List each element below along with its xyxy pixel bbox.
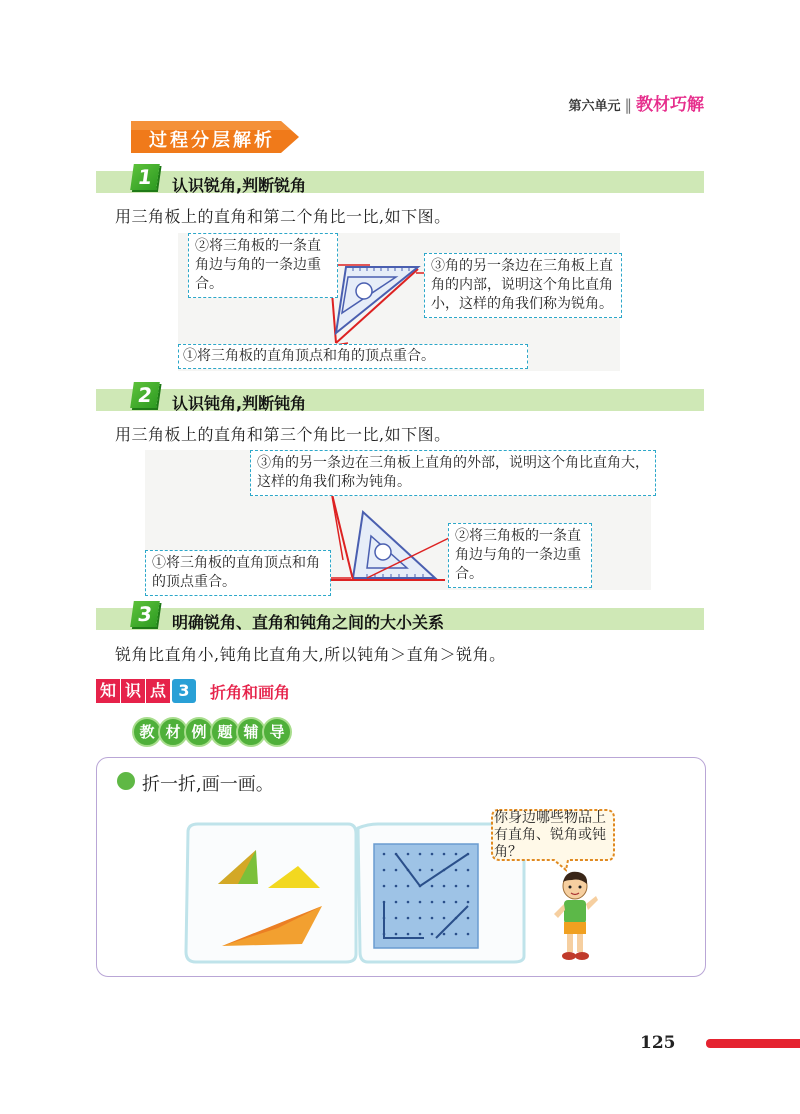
boy-character-icon — [550, 870, 600, 962]
process-banner — [131, 119, 301, 155]
guide-char-5: 辅 — [236, 717, 266, 747]
obtuse-note-step-3: ③角的另一条边在三角板上直角的外部，说明这个角比直角大，这样的角我们称为钝角。 — [250, 450, 656, 496]
section-2-text: 用三角板上的直角和第三个角比一比,如下图。 — [115, 425, 451, 444]
obtuse-angle-side — [331, 490, 353, 580]
obtuse-note-step-1: ①将三角板的直角顶点和角的顶点重合。 — [145, 550, 331, 596]
guide-char-1: 教 — [132, 717, 162, 747]
geoboard — [374, 844, 478, 948]
kp-char-3: 点 — [146, 679, 170, 703]
unit-label: 第六单元 — [568, 99, 621, 114]
kp-char-1: 知 — [96, 679, 120, 703]
acute-note-step-2: ②将三角板的一条直角边与角的一条边重合。 — [188, 233, 338, 298]
process-banner-label: 过程分层解析 — [149, 130, 275, 151]
kp-number: 3 — [172, 679, 196, 703]
speech-bubble-text: 你身边哪些物品上有直角、锐角或钝角？ — [494, 810, 606, 860]
guide-char-4: 题 — [210, 717, 240, 747]
page-number-bar — [706, 1039, 800, 1048]
bullet-dot — [117, 772, 135, 790]
section-1-title: 认识锐角,判断锐角 — [172, 176, 307, 195]
running-header — [568, 90, 704, 115]
header-separator: ‖ — [624, 96, 632, 114]
section-2-number: 2 — [130, 382, 160, 408]
section-2-title: 认识钝角,判断钝角 — [172, 394, 307, 413]
guide-char-3: 例 — [184, 717, 214, 747]
section-3-title: 明确锐角、直角和钝角之间的大小关系 — [172, 613, 445, 632]
guide-char-2: 材 — [158, 717, 188, 747]
section-1-number: 1 — [130, 164, 160, 190]
section-3-text: 锐角比直角小,钝角比直角大,所以钝角＞直角＞锐角。 — [115, 645, 506, 664]
obtuse-note-step-2: ②将三角板的一条直角边与角的一条边重合。 — [448, 523, 592, 588]
acute-note-step-3: ③角的另一条边在三角板上直角的内部，说明这个角比直角小，这样的角我们称为锐角。 — [424, 253, 622, 318]
page-number: 125 — [640, 1033, 676, 1053]
kp-char-2: 识 — [121, 679, 145, 703]
acute-note-step-1: ①将三角板的直角顶点和角的顶点重合。 — [178, 344, 528, 369]
book-title: 教材巧解 — [636, 95, 704, 115]
kp-title: 折角和画角 — [210, 683, 291, 702]
section-1-text: 用三角板上的直角和第二个角比一比,如下图。 — [115, 207, 451, 226]
example-instruction: 折一折,画一画。 — [142, 774, 274, 795]
section-3-number: 3 — [130, 601, 160, 627]
guide-char-6: 导 — [262, 717, 292, 747]
